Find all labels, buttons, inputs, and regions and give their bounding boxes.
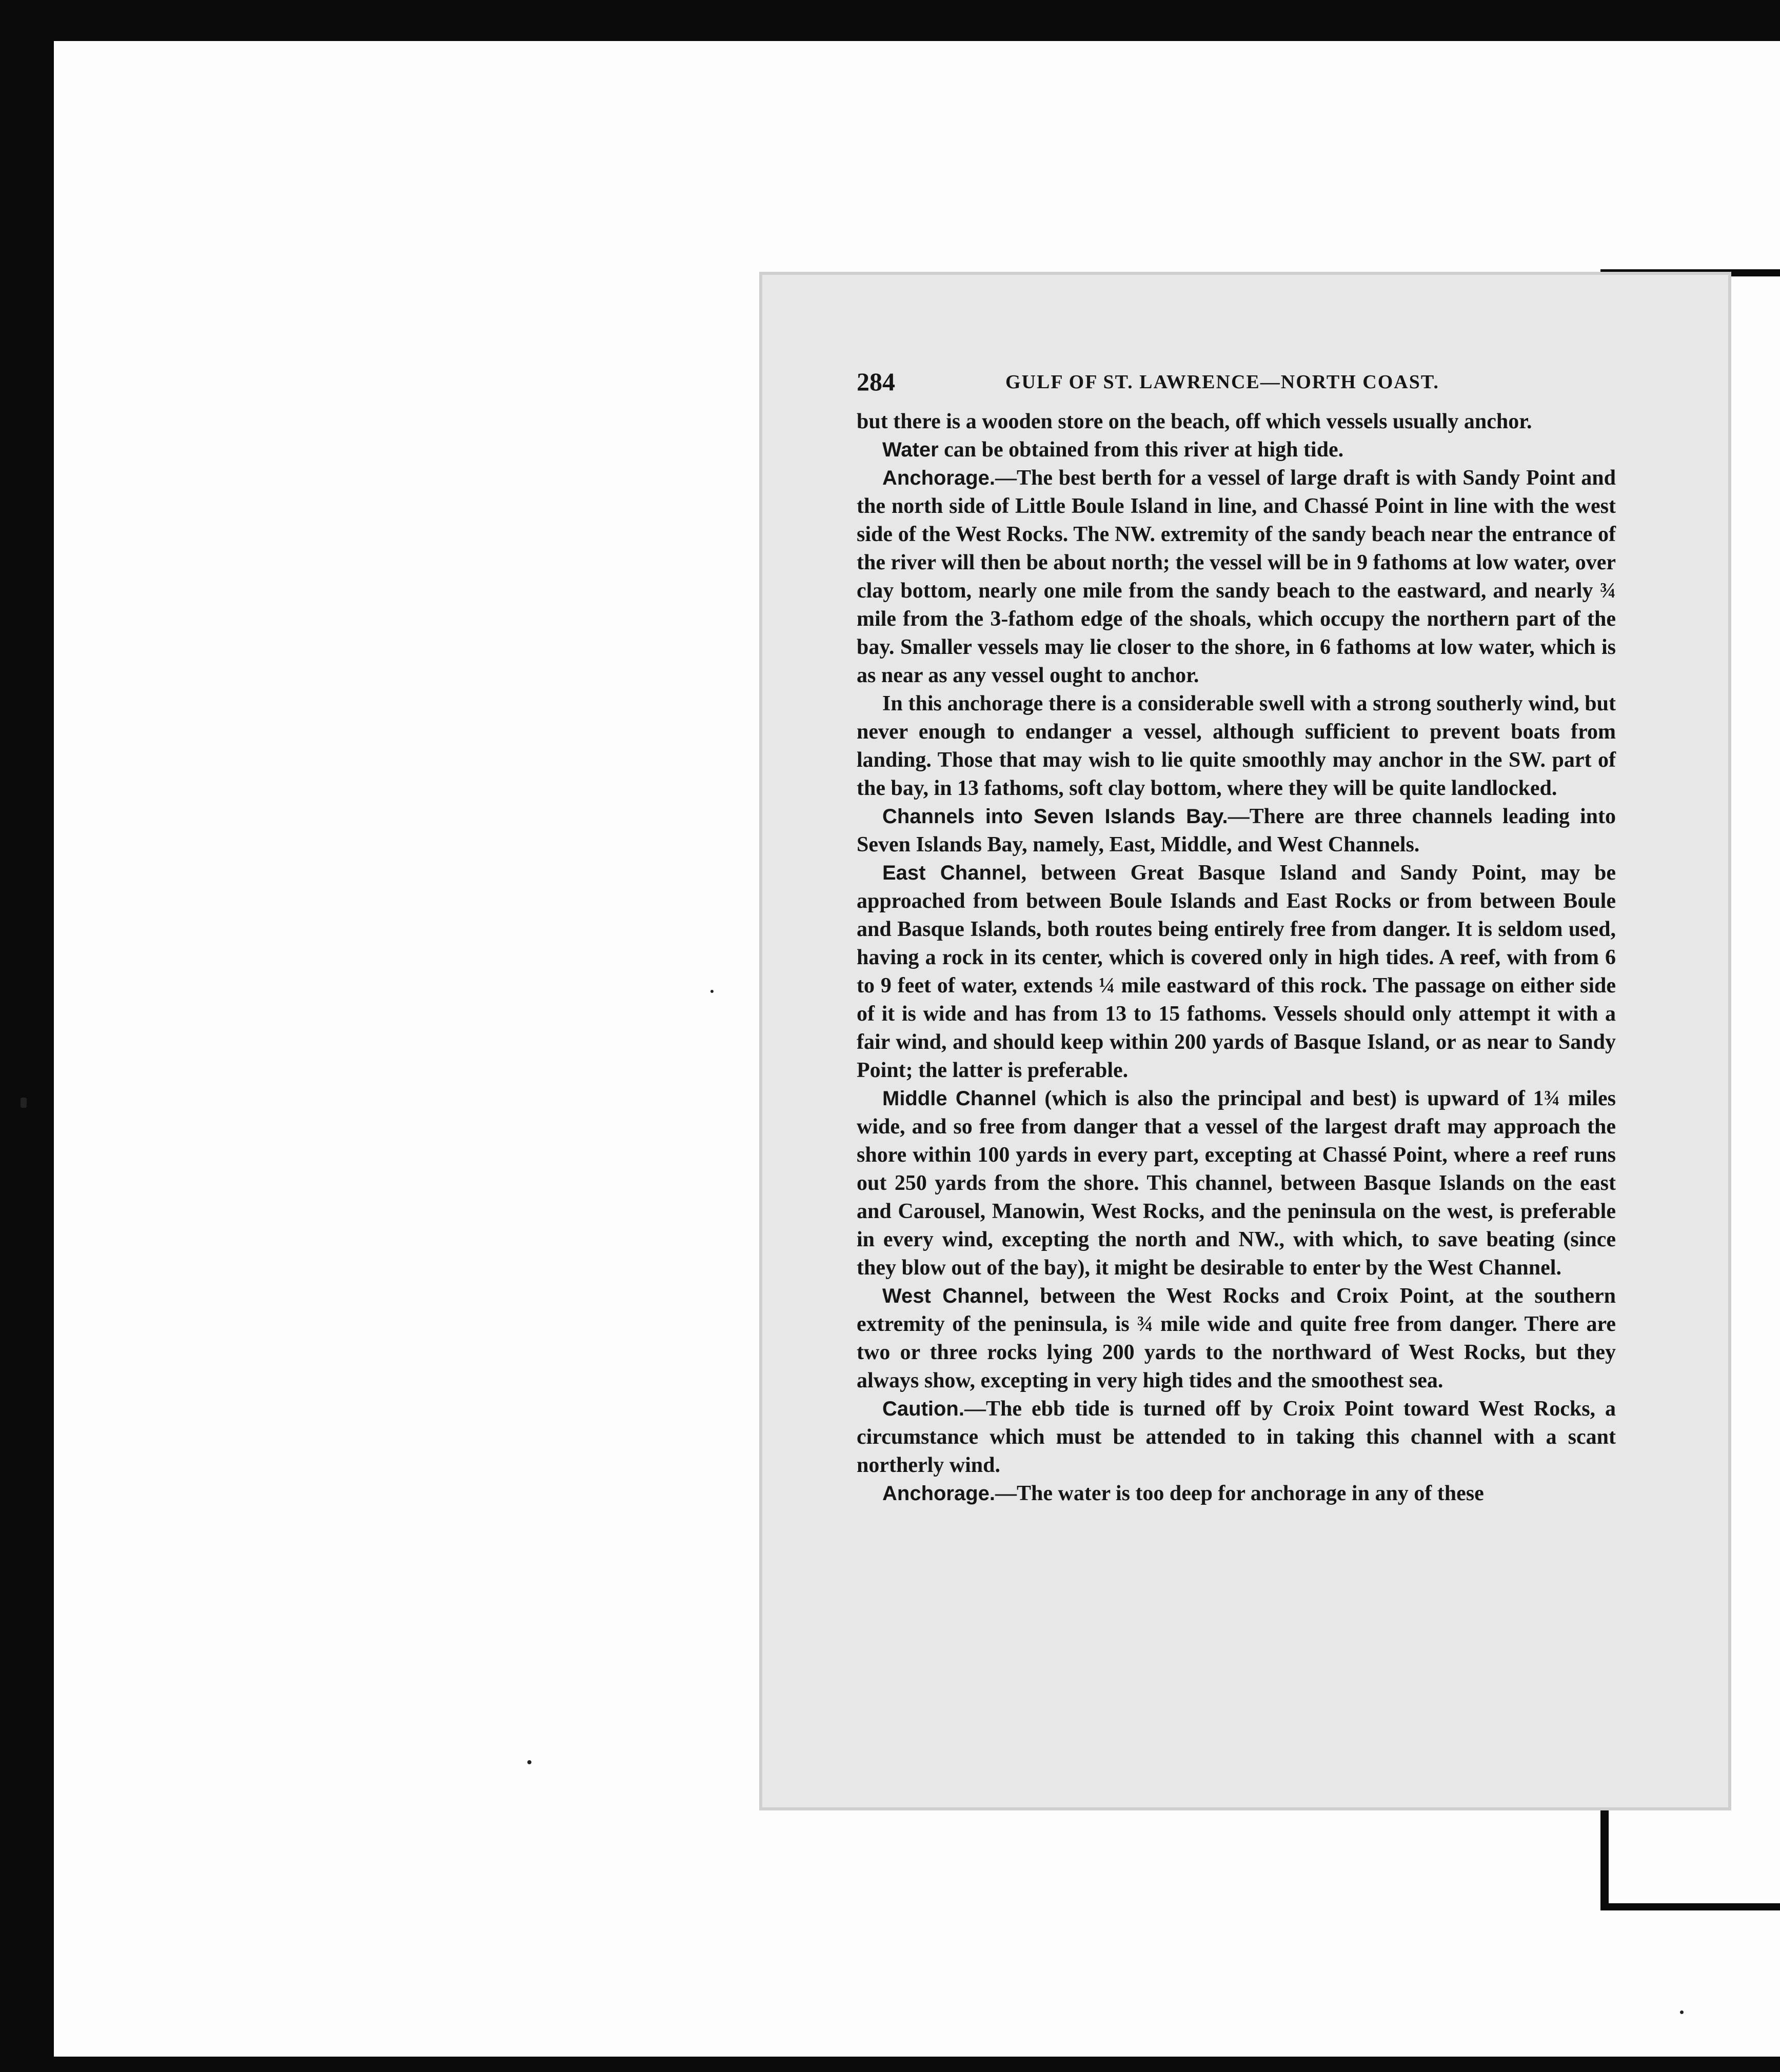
body-text [857,408,1616,1508]
film-speck [710,990,714,993]
page-header [857,367,1606,403]
paragraph-text: —The best berth for a vessel of large draft is with Sandy Point and the north side of Little Boule Island in line, and Chassé Point in line with the west side of the West Rocks. The NW. extremity of the sandy beach near the entrance of the river will then be about north; the vessel will be in 9 fathoms at low water, over clay bottom, nearly one mile from the sandy beach to the eastward, and nearly ¾ mile from the 3-fathom edge of the shoals, which occupy the northern part of the bay. Smaller vessels may lie closer to the shore, in 6 fathoms at low water, which is as near as any vessel ought to anchor. [857,466,1616,687]
paragraph-text: , between the West Rocks and Croix Point, at the southern extremity of the peninsula, is ¾ mile wide and quite free from danger. There are two or three rocks lying 200 yards to the northward of West Rocks, but they always show, excepting in very high tides and the smoothest sea. [857,1284,1616,1392]
scanned-page [759,272,1731,1810]
paragraph-heading: Water [882,439,939,461]
film-speck [527,1760,531,1764]
paragraph-middle-channel [857,1085,1616,1282]
paragraph-text: —There are three channels leading into Seven Islands Bay, namely, East, Middle, and West Channels. [857,805,1616,856]
paragraph-text: (which is also the principal and best) is upward of 1¾ miles wide, and so free from danger that a vessel of the largest draft may approach the shore within 100 yards in every part, excepting at Chassé Point, where a reef runs out 250 yards from the shore. This channel, between Basque Islands on the east and Carousel, Manowin, West Rocks, and the peninsula on the west, is preferable in every wind, excepting the north and NW., with which, to save beating (since they blow out of the bay), it might be desirable to enter by the West Channel. [857,1087,1616,1280]
paragraph-caution [857,1395,1616,1480]
paragraph-text: —The water is too deep for anchorage in any of these [995,1482,1484,1505]
paragraph-heading: Anchorage. [882,467,996,489]
paragraph-heading: Caution. [882,1398,964,1420]
paragraph-heading: East Channel [882,862,1021,884]
paragraph-east-channel [857,859,1616,1085]
running-head: GULF OF ST. LAWRENCE—NORTH COAST. [1005,371,1439,393]
paragraph-anchorage [857,464,1616,690]
paragraph-swell [857,690,1616,803]
paragraph-text: can be obtained from this river at high tide. [938,438,1344,462]
paragraph-text: , between Great Basque Island and Sandy Point, may be approached from between Boule Islands and East Rocks or from between Boule and Basque Islands, both routes being entirely free from danger. It is seldom used, having a rock in its center, which is covered only in high tides. A reef, with from 6 to 9 feet of water, extends ¼ mile eastward of this rock. The passage on either side of it is wide and has from 13 to 15 fathoms. Vessels should only attempt it with a fair wind, and should keep within 200 yards of Basque Island, or as near to Sandy Point; the latter is preferable. [857,861,1616,1082]
paragraph-heading: Anchorage. [882,1482,996,1505]
page-number: 284 [857,367,895,396]
paragraph-heading: West Channel [882,1285,1024,1307]
paragraph-channels [857,803,1616,859]
film-speck [21,1098,27,1108]
paragraph-heading: Middle Channel [882,1087,1037,1110]
paragraph-continuation [857,408,1616,436]
paragraph-text: In this anchorage there is a considerable swell with a strong southerly wind, but never enough to endanger a vessel, although sufficient to prevent boats from landing. Those that may wish to lie quite smoothly may anchor in the SW. part of the bay, in 13 fathoms, soft clay bottom, where they will be quite landlocked. [857,692,1616,800]
film-speck [1680,2010,1684,2014]
paragraph-heading: Channels into Seven Islands Bay. [882,805,1228,828]
paragraph-west-channel [857,1282,1616,1395]
paragraph-anchorage-2 [857,1480,1616,1508]
paragraph-text: —The ebb tide is turned off by Croix Point toward West Rocks, a circumstance which must be attended to in taking this channel with a scant northerly wind. [857,1397,1616,1477]
paragraph-water [857,436,1616,464]
paragraph-text: but there is a wooden store on the beach, off which vessels usually anchor. [857,410,1532,433]
